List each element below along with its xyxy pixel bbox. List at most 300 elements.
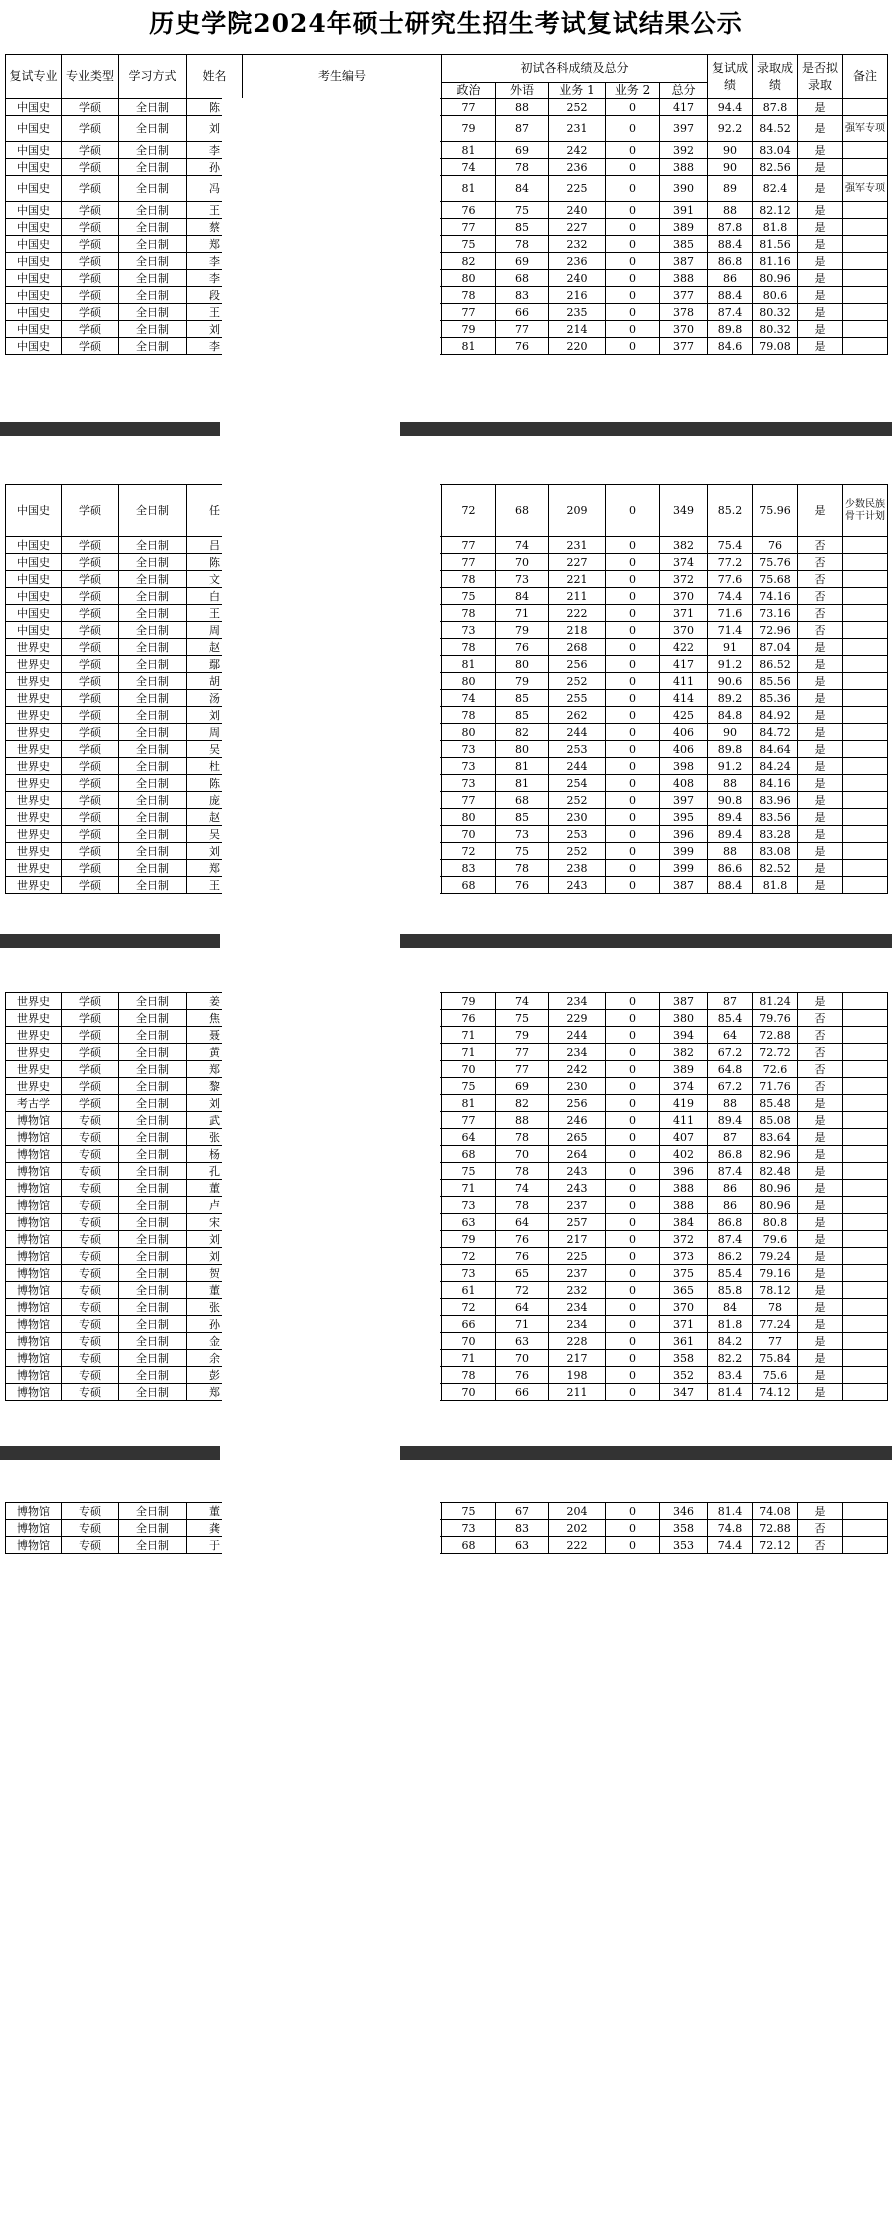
cell-subject2: 0 xyxy=(606,1367,660,1384)
cell-retest: 77.2 xyxy=(708,554,753,571)
cell-type: 专硕 xyxy=(62,1520,119,1537)
cell-mode: 全日制 xyxy=(119,1197,187,1214)
cell-type: 学硕 xyxy=(62,1061,119,1078)
results-table-page-2 xyxy=(5,484,888,894)
cell-note xyxy=(843,826,888,843)
cell-major: 中国史 xyxy=(6,588,62,605)
cell-note xyxy=(843,1350,888,1367)
cell-mode: 全日制 xyxy=(119,588,187,605)
table-row xyxy=(6,321,888,338)
cell-total: 417 xyxy=(660,656,708,673)
table-row xyxy=(6,1537,888,1554)
cell-retest: 71.4 xyxy=(708,622,753,639)
table-row xyxy=(6,1180,888,1197)
cell-subject2: 0 xyxy=(606,690,660,707)
cell-major: 世界史 xyxy=(6,673,62,690)
cell-subject1: 237 xyxy=(549,1197,606,1214)
cell-politics: 77 xyxy=(442,99,496,116)
cell-type: 学硕 xyxy=(62,724,119,741)
cell-subject2: 0 xyxy=(606,1129,660,1146)
cell-subject1: 211 xyxy=(549,588,606,605)
cell-subject2: 0 xyxy=(606,270,660,287)
cell-admit_score: 84.16 xyxy=(753,775,798,792)
cell-admit: 是 xyxy=(798,1231,843,1248)
table-row xyxy=(6,99,888,116)
cell-admit: 是 xyxy=(798,724,843,741)
cell-type: 专硕 xyxy=(62,1350,119,1367)
cell-name: 周 xyxy=(187,622,243,639)
cell-admit: 是 xyxy=(798,809,843,826)
cell-name: 鄢 xyxy=(187,656,243,673)
cell-subject2: 0 xyxy=(606,1044,660,1061)
cell-subject2: 0 xyxy=(606,571,660,588)
cell-foreign: 76 xyxy=(496,877,549,894)
cell-total: 399 xyxy=(660,843,708,860)
cell-subject2: 0 xyxy=(606,99,660,116)
cell-name: 王 xyxy=(187,877,243,894)
cell-mode: 全日制 xyxy=(119,116,187,142)
cell-subject2: 0 xyxy=(606,877,660,894)
cell-name: 于 xyxy=(187,1537,243,1554)
cell-retest: 74.4 xyxy=(708,1537,753,1554)
table-row xyxy=(6,860,888,877)
cell-note xyxy=(843,1248,888,1265)
cell-retest: 89.8 xyxy=(708,741,753,758)
cell-admit_score: 85.36 xyxy=(753,690,798,707)
cell-name: 武 xyxy=(187,1112,243,1129)
table-row xyxy=(6,741,888,758)
cell-subject2: 0 xyxy=(606,287,660,304)
cell-type: 专硕 xyxy=(62,1299,119,1316)
cell-total: 377 xyxy=(660,287,708,304)
cell-admit: 是 xyxy=(798,1350,843,1367)
cell-mode: 全日制 xyxy=(119,1248,187,1265)
cell-admit: 是 xyxy=(798,775,843,792)
cell-politics: 74 xyxy=(442,690,496,707)
results-table-page-4 xyxy=(5,1502,888,1554)
cell-subject2: 0 xyxy=(606,1282,660,1299)
cell-admit_score: 79.24 xyxy=(753,1248,798,1265)
cell-retest: 87.4 xyxy=(708,1231,753,1248)
cell-admit_score: 81.8 xyxy=(753,877,798,894)
cell-mode: 全日制 xyxy=(119,253,187,270)
header-type: 专业类型 xyxy=(62,55,119,99)
cell-politics: 73 xyxy=(442,1265,496,1282)
cell-retest: 89.4 xyxy=(708,809,753,826)
cell-subject2: 0 xyxy=(606,1146,660,1163)
cell-subject1: 243 xyxy=(549,1163,606,1180)
cell-subject1: 252 xyxy=(549,843,606,860)
cell-name: 冯 xyxy=(187,176,243,202)
cell-total: 346 xyxy=(660,1503,708,1520)
cell-total: 396 xyxy=(660,1163,708,1180)
cell-note xyxy=(843,1197,888,1214)
cell-name: 卢 xyxy=(187,1197,243,1214)
cell-total: 396 xyxy=(660,826,708,843)
cell-subject1: 256 xyxy=(549,656,606,673)
cell-note xyxy=(843,338,888,355)
cell-total: 406 xyxy=(660,741,708,758)
cell-name: 李 xyxy=(187,338,243,355)
cell-subject1: 231 xyxy=(549,116,606,142)
table-row xyxy=(6,775,888,792)
table-row xyxy=(6,338,888,355)
cell-admit: 是 xyxy=(798,1163,843,1180)
cell-type: 学硕 xyxy=(62,775,119,792)
cell-type: 专硕 xyxy=(62,1180,119,1197)
cell-name: 王 xyxy=(187,304,243,321)
table-row xyxy=(6,236,888,253)
cell-subject1: 234 xyxy=(549,1044,606,1061)
cell-retest: 84.8 xyxy=(708,707,753,724)
cell-type: 专硕 xyxy=(62,1197,119,1214)
cell-subject1: 264 xyxy=(549,1146,606,1163)
cell-subject1: 216 xyxy=(549,287,606,304)
cell-major: 博物馆 xyxy=(6,1214,62,1231)
cell-retest: 91.2 xyxy=(708,758,753,775)
cell-type: 学硕 xyxy=(62,287,119,304)
cell-total: 384 xyxy=(660,1214,708,1231)
cell-name: 杨 xyxy=(187,1146,243,1163)
cell-mode: 全日制 xyxy=(119,1384,187,1401)
cell-subject1: 243 xyxy=(549,877,606,894)
cell-admit_score: 79.76 xyxy=(753,1010,798,1027)
table-row xyxy=(6,993,888,1010)
cell-admit_score: 72.88 xyxy=(753,1520,798,1537)
cell-retest: 88.4 xyxy=(708,287,753,304)
cell-foreign: 69 xyxy=(496,142,549,159)
cell-subject1: 265 xyxy=(549,1129,606,1146)
table-row xyxy=(6,1520,888,1537)
header-admission-score: 录取成绩 xyxy=(753,55,798,99)
table-row xyxy=(6,1061,888,1078)
cell-subject2: 0 xyxy=(606,1537,660,1554)
cell-mode: 全日制 xyxy=(119,775,187,792)
cell-retest: 87.4 xyxy=(708,304,753,321)
cell-admit_score: 71.76 xyxy=(753,1078,798,1095)
cell-politics: 81 xyxy=(442,142,496,159)
cell-name: 余 xyxy=(187,1350,243,1367)
cell-type: 学硕 xyxy=(62,202,119,219)
cell-major: 中国史 xyxy=(6,202,62,219)
table-row xyxy=(6,1027,888,1044)
cell-note xyxy=(843,1384,888,1401)
cell-type: 学硕 xyxy=(62,485,119,537)
cell-name: 杜 xyxy=(187,758,243,775)
cell-subject2: 0 xyxy=(606,1350,660,1367)
cell-retest: 89.4 xyxy=(708,1112,753,1129)
cell-name: 胡 xyxy=(187,673,243,690)
table-row xyxy=(6,707,888,724)
cell-admit_score: 75.6 xyxy=(753,1367,798,1384)
cell-mode: 全日制 xyxy=(119,571,187,588)
cell-type: 学硕 xyxy=(62,571,119,588)
cell-total: 387 xyxy=(660,253,708,270)
cell-subject2: 0 xyxy=(606,537,660,554)
cell-major: 世界史 xyxy=(6,1061,62,1078)
cell-subject1: 268 xyxy=(549,639,606,656)
cell-foreign: 78 xyxy=(496,236,549,253)
cell-subject1: 257 xyxy=(549,1214,606,1231)
cell-name: 姜 xyxy=(187,993,243,1010)
cell-foreign: 85 xyxy=(496,690,549,707)
table-row xyxy=(6,792,888,809)
cell-politics: 70 xyxy=(442,1384,496,1401)
cell-admit_score: 84.24 xyxy=(753,758,798,775)
cell-major: 世界史 xyxy=(6,826,62,843)
cell-admit: 是 xyxy=(798,656,843,673)
cell-name: 汤 xyxy=(187,690,243,707)
table-row xyxy=(6,554,888,571)
cell-admit: 是 xyxy=(798,159,843,176)
cell-mode: 全日制 xyxy=(119,485,187,537)
cell-politics: 73 xyxy=(442,775,496,792)
cell-major: 世界史 xyxy=(6,741,62,758)
cell-subject1: 240 xyxy=(549,202,606,219)
cell-foreign: 85 xyxy=(496,219,549,236)
cell-major: 世界史 xyxy=(6,860,62,877)
cell-admit: 是 xyxy=(798,1282,843,1299)
cell-major: 中国史 xyxy=(6,116,62,142)
cell-admit_score: 74.12 xyxy=(753,1384,798,1401)
cell-foreign: 69 xyxy=(496,1078,549,1095)
cell-admit: 是 xyxy=(798,1384,843,1401)
cell-subject2: 0 xyxy=(606,1333,660,1350)
cell-politics: 81 xyxy=(442,1095,496,1112)
table-row xyxy=(6,605,888,622)
cell-admit_score: 84.64 xyxy=(753,741,798,758)
table-row xyxy=(6,622,888,639)
cell-note xyxy=(843,605,888,622)
cell-subject2: 0 xyxy=(606,159,660,176)
cell-type: 学硕 xyxy=(62,1044,119,1061)
cell-total: 380 xyxy=(660,1010,708,1027)
cell-mode: 全日制 xyxy=(119,690,187,707)
cell-total: 374 xyxy=(660,554,708,571)
cell-subject2: 0 xyxy=(606,219,660,236)
cell-subject1: 228 xyxy=(549,1333,606,1350)
cell-foreign: 71 xyxy=(496,1316,549,1333)
cell-retest: 89.8 xyxy=(708,321,753,338)
cell-total: 382 xyxy=(660,537,708,554)
table-row xyxy=(6,287,888,304)
cell-subject1: 236 xyxy=(549,253,606,270)
table-row xyxy=(6,1095,888,1112)
cell-admit: 是 xyxy=(798,1333,843,1350)
cell-politics: 73 xyxy=(442,758,496,775)
cell-admit: 否 xyxy=(798,1044,843,1061)
cell-admit_score: 74.08 xyxy=(753,1503,798,1520)
cell-total: 352 xyxy=(660,1367,708,1384)
cell-subject1: 227 xyxy=(549,219,606,236)
cell-retest: 87 xyxy=(708,993,753,1010)
cell-politics: 79 xyxy=(442,116,496,142)
cell-subject1: 225 xyxy=(549,176,606,202)
cell-retest: 84.6 xyxy=(708,338,753,355)
cell-foreign: 85 xyxy=(496,809,549,826)
cell-subject1: 222 xyxy=(549,1537,606,1554)
cell-retest: 67.2 xyxy=(708,1078,753,1095)
cell-type: 学硕 xyxy=(62,605,119,622)
cell-name: 段 xyxy=(187,287,243,304)
cell-name: 龚 xyxy=(187,1520,243,1537)
cell-admit_score: 75.84 xyxy=(753,1350,798,1367)
cell-major: 博物馆 xyxy=(6,1503,62,1520)
cell-subject2: 0 xyxy=(606,1078,660,1095)
cell-note xyxy=(843,1027,888,1044)
cell-type: 专硕 xyxy=(62,1112,119,1129)
cell-retest: 90.8 xyxy=(708,792,753,809)
cell-type: 专硕 xyxy=(62,1214,119,1231)
cell-admit: 是 xyxy=(798,707,843,724)
cell-note xyxy=(843,304,888,321)
cell-major: 世界史 xyxy=(6,1044,62,1061)
cell-subject2: 0 xyxy=(606,622,660,639)
cell-subject1: 237 xyxy=(549,1265,606,1282)
cell-note xyxy=(843,1061,888,1078)
cell-total: 394 xyxy=(660,1027,708,1044)
cell-name: 吴 xyxy=(187,741,243,758)
cell-foreign: 88 xyxy=(496,99,549,116)
cell-subject2: 0 xyxy=(606,1316,660,1333)
table-row xyxy=(6,1044,888,1061)
cell-major: 博物馆 xyxy=(6,1333,62,1350)
table-row xyxy=(6,176,888,202)
cell-admit_score: 72.96 xyxy=(753,622,798,639)
cell-admit: 否 xyxy=(798,1078,843,1095)
cell-foreign: 80 xyxy=(496,741,549,758)
header-retest-score: 复试成绩 xyxy=(708,55,753,99)
cell-admit: 是 xyxy=(798,1180,843,1197)
cell-type: 学硕 xyxy=(62,1078,119,1095)
cell-retest: 86 xyxy=(708,1180,753,1197)
cell-name: 贺 xyxy=(187,1265,243,1282)
header-politics: 政治 xyxy=(442,83,496,99)
cell-name: 聂 xyxy=(187,1027,243,1044)
cell-foreign: 74 xyxy=(496,537,549,554)
cell-politics: 75 xyxy=(442,1163,496,1180)
table-row xyxy=(6,1282,888,1299)
cell-admit_score: 74.16 xyxy=(753,588,798,605)
cell-note xyxy=(843,270,888,287)
cell-subject2: 0 xyxy=(606,485,660,537)
cell-major: 博物馆 xyxy=(6,1180,62,1197)
cell-type: 学硕 xyxy=(62,1095,119,1112)
cell-admit: 是 xyxy=(798,1197,843,1214)
cell-retest: 89.2 xyxy=(708,690,753,707)
cell-name: 董 xyxy=(187,1282,243,1299)
separator-bar-left xyxy=(0,1446,220,1460)
cell-name: 吴 xyxy=(187,826,243,843)
cell-politics: 80 xyxy=(442,673,496,690)
header-note: 备注 xyxy=(843,55,888,99)
cell-mode: 全日制 xyxy=(119,1350,187,1367)
cell-mode: 全日制 xyxy=(119,741,187,758)
table-row xyxy=(6,142,888,159)
cell-name: 焦 xyxy=(187,1010,243,1027)
cell-major: 世界史 xyxy=(6,758,62,775)
cell-name: 孙 xyxy=(187,159,243,176)
cell-admit_score: 80.8 xyxy=(753,1214,798,1231)
cell-admit: 是 xyxy=(798,253,843,270)
cell-politics: 73 xyxy=(442,1520,496,1537)
cell-mode: 全日制 xyxy=(119,1333,187,1350)
cell-politics: 81 xyxy=(442,656,496,673)
cell-note xyxy=(843,1180,888,1197)
cell-admit_score: 83.96 xyxy=(753,792,798,809)
cell-name: 李 xyxy=(187,253,243,270)
cell-politics: 70 xyxy=(442,826,496,843)
cell-subject1: 217 xyxy=(549,1350,606,1367)
cell-subject1: 252 xyxy=(549,99,606,116)
cell-admit: 是 xyxy=(798,142,843,159)
cell-name: 文 xyxy=(187,571,243,588)
cell-admit: 是 xyxy=(798,1265,843,1282)
table-row xyxy=(6,1333,888,1350)
cell-politics: 64 xyxy=(442,1129,496,1146)
cell-retest: 89.4 xyxy=(708,826,753,843)
cell-subject2: 0 xyxy=(606,253,660,270)
cell-foreign: 75 xyxy=(496,1010,549,1027)
cell-note xyxy=(843,993,888,1010)
cell-total: 422 xyxy=(660,639,708,656)
cell-note xyxy=(843,1537,888,1554)
cell-mode: 全日制 xyxy=(119,1010,187,1027)
cell-name: 刘 xyxy=(187,1248,243,1265)
cell-note xyxy=(843,287,888,304)
cell-admit_score: 80.96 xyxy=(753,270,798,287)
cell-politics: 79 xyxy=(442,321,496,338)
cell-type: 学硕 xyxy=(62,142,119,159)
cell-mode: 全日制 xyxy=(119,1112,187,1129)
table-row xyxy=(6,1078,888,1095)
cell-admit: 是 xyxy=(798,792,843,809)
cell-politics: 73 xyxy=(442,1197,496,1214)
cell-politics: 68 xyxy=(442,1146,496,1163)
cell-mode: 全日制 xyxy=(119,622,187,639)
cell-foreign: 79 xyxy=(496,1027,549,1044)
cell-subject1: 238 xyxy=(549,860,606,877)
cell-note xyxy=(843,142,888,159)
cell-subject2: 0 xyxy=(606,809,660,826)
cell-type: 学硕 xyxy=(62,877,119,894)
cell-subject2: 0 xyxy=(606,843,660,860)
cell-note xyxy=(843,1503,888,1520)
cell-name: 李 xyxy=(187,270,243,287)
cell-name: 宋 xyxy=(187,1214,243,1231)
table-row xyxy=(6,485,888,537)
table-row xyxy=(6,1129,888,1146)
cell-mode: 全日制 xyxy=(119,707,187,724)
cell-major: 博物馆 xyxy=(6,1282,62,1299)
cell-admit_score: 85.48 xyxy=(753,1095,798,1112)
cell-mode: 全日制 xyxy=(119,877,187,894)
table-row xyxy=(6,843,888,860)
cell-subject1: 198 xyxy=(549,1367,606,1384)
cell-total: 389 xyxy=(660,1061,708,1078)
cell-admit: 是 xyxy=(798,338,843,355)
page-separator xyxy=(0,422,892,436)
cell-subject2: 0 xyxy=(606,176,660,202)
cell-total: 349 xyxy=(660,485,708,537)
cell-foreign: 76 xyxy=(496,1367,549,1384)
cell-subject1: 220 xyxy=(549,338,606,355)
cell-politics: 61 xyxy=(442,1282,496,1299)
cell-major: 世界史 xyxy=(6,1027,62,1044)
cell-subject1: 218 xyxy=(549,622,606,639)
cell-note xyxy=(843,860,888,877)
cell-total: 371 xyxy=(660,605,708,622)
